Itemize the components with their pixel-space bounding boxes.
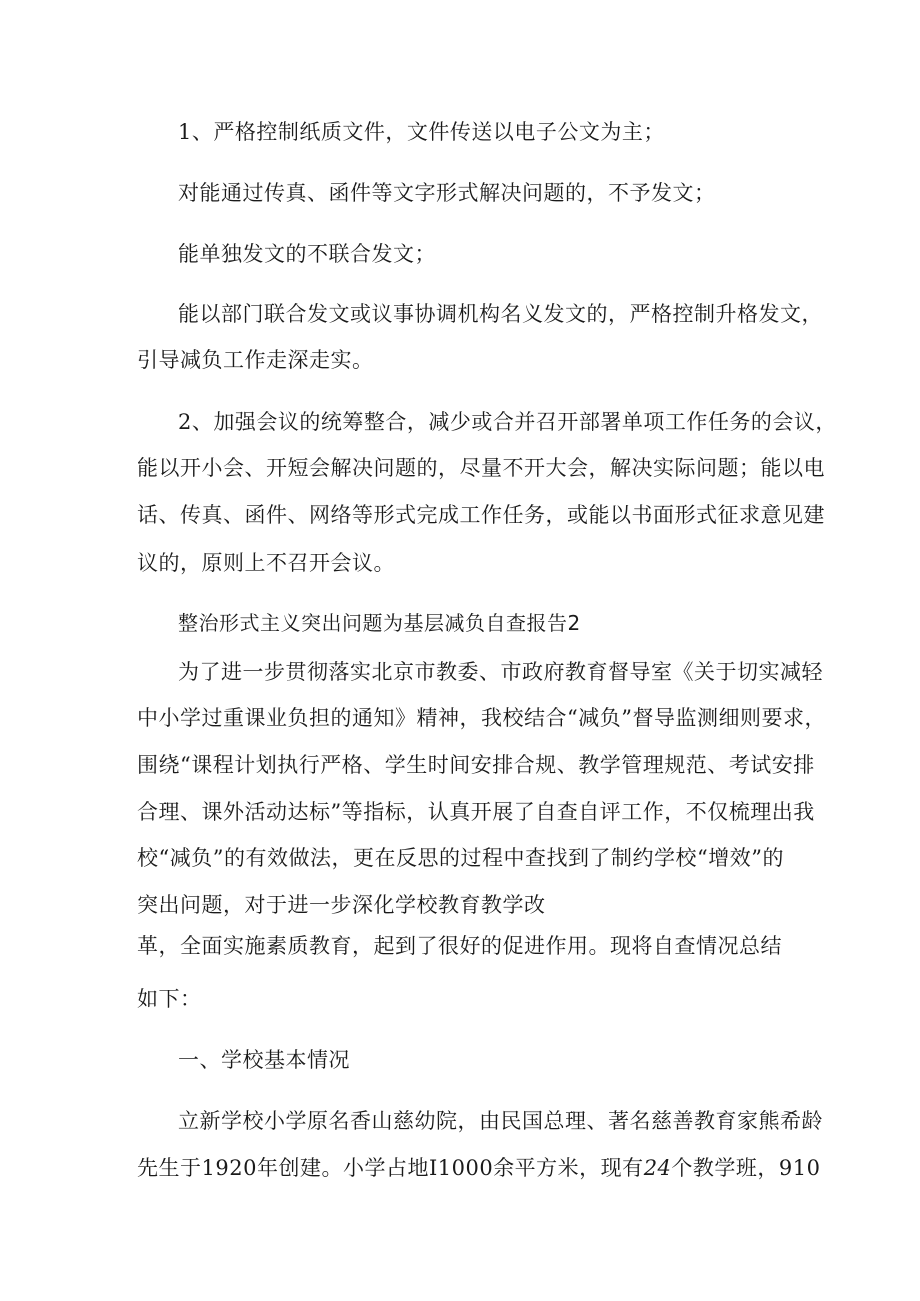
intro-paragraph-line-5: 校“减负”的有效做法，更在反思的过程中查找到了制约学校“增效”的	[137, 846, 784, 870]
intro-paragraph-line-4: 合理、课外活动达标”等指标，认真开展了自查自评工作，不仅梳理出我	[137, 800, 815, 824]
class-count: 24	[643, 1156, 672, 1180]
paragraph-item-1-sub-b: 能单独发文的不联合发文；	[178, 242, 436, 266]
intro-paragraph-line-8: 如下：	[137, 987, 202, 1011]
school-basics-line-2-text-a: 先生于1920年创建。小学占地I1000余平方米，现有	[137, 1156, 644, 1180]
school-basics-line-1: 立新学校小学原名香山慈幼院，由民国总理、著名慈善教育家熊希龄	[178, 1109, 823, 1133]
paragraph-item-1-sub-a: 对能通过传真、函件等文字形式解决问题的，不予发文；	[178, 181, 716, 205]
intro-paragraph-line-6: 突出问题，对于进一步深化学校教育教学改	[137, 893, 546, 917]
school-basics-line-2-text-b: 个教学班，910	[671, 1156, 821, 1180]
intro-paragraph-line-3: 围绕“课程计划执行严格、学生时间安排合规、教学管理规范、考试安排	[137, 753, 815, 777]
paragraph-item-2-line-1: 2、加强会议的统筹整合，减少或合并召开部署单项工作任务的会议，	[178, 410, 837, 434]
paragraph-item-1: 1、严格控制纸质文件，文件传送以电子公文为主；	[178, 120, 665, 144]
paragraph-item-1-sub-c-line-1: 能以部门联合发文或议事协调机构名义发文的，严格控制升格发文，	[178, 302, 823, 326]
paragraph-item-2-line-3: 话、传真、函件、网络等形式完成工作任务，或能以书面形式征求意见建	[137, 503, 825, 527]
intro-paragraph-line-2: 中小学过重课业负担的通知》精神，我校结合“减负”督导监测细则要求，	[137, 706, 826, 730]
paragraph-item-2-line-2: 能以开小会、开短会解决问题的，尽量不开大会，解决实际问题；能以电	[137, 456, 825, 480]
school-basics-line-2	[137, 1153, 821, 1183]
paragraph-item-1-sub-c-line-2: 引导减负工作走深走实。	[137, 348, 374, 372]
intro-paragraph-line-1: 为了进一步贯彻落实北京市教委、市政府教育督导室《关于切实减轻	[178, 660, 823, 684]
paragraph-item-2-line-4: 议的，原则上不召开会议。	[137, 551, 395, 575]
section-heading-school-basics: 一、学校基本情况	[178, 1048, 350, 1072]
intro-paragraph-line-7: 革，全面实施素质教育，起到了很好的促进作用。现将自查情况总结	[137, 934, 782, 958]
section-heading-report-2: 整治形式主义突出问题为基层减负自查报告2	[178, 611, 581, 635]
